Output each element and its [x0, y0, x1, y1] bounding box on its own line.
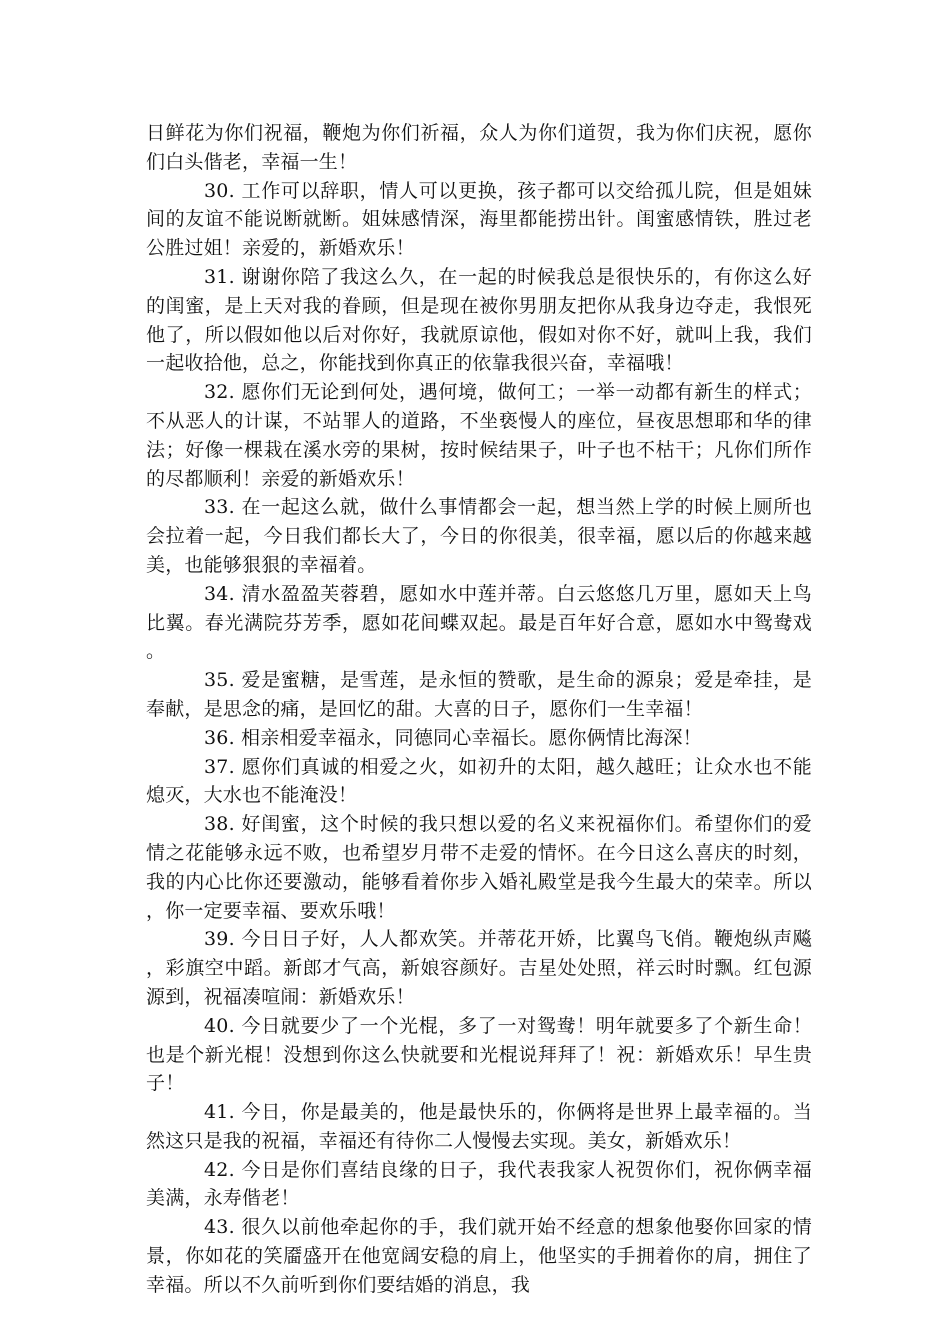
paragraph-41: 41. 今日，你是最美的，他是最快乐的，你俩将是世界上最幸福的。当然这只是我的祝福，幸福还有待你二人慢慢去实现。美女，新婚欢乐！	[146, 1101, 812, 1152]
paragraph-32: 32. 愿你们无论到何处，遇何境，做何工；一举一动都有新生的样式；不从恶人的计谋，不站罪人的道路，不坐亵慢人的座位，昼夜思想耶和华的律法；好像一棵栽在溪水旁的果树，按时候结果子，叶子也不枯干；凡你们所作的尽都顺利！亲爱的新婚欢乐！	[146, 381, 812, 490]
document-body	[146, 119, 812, 1300]
paragraph-34: 34. 清水盈盈芙蓉碧，愿如水中莲并蒂。白云悠悠几万里，愿如天上鸟比翼。春光满院芬芳季，愿如花间蝶双起。最是百年好合意，愿如水中鸳鸯戏。	[146, 582, 812, 663]
paragraph-39: 39. 今日日子好，人人都欢笑。并蒂花开娇，比翼鸟飞俏。鞭炮纵声飚，彩旗空中蹈。新郎才气高，新娘容颜好。吉星处处照，祥云时时飘。红包源源到，祝福凑喧闹：新婚欢乐！	[146, 928, 812, 1008]
paragraph-31: 31. 谢谢你陪了我这么久，在一起的时候我总是很快乐的，有你这么好的闺蜜，是上天对我的眷顾，但是现在被你男朋友把你从我身边夺走，我恨死他了，所以假如他以后对你好，我就原谅他，假如对你不好，就叫上我，我们一起收拾他，总之，你能找到你真正的依靠我很兴奋，幸福哦！	[146, 265, 812, 375]
paragraph-42: 42. 今日是你们喜结良缘的日子，我代表我家人祝贺你们，祝你俩幸福美满，永寿偕老！	[146, 1158, 812, 1210]
paragraph-30: 30. 工作可以辞职，情人可以更换，孩子都可以交给孤儿院，但是姐妹间的友谊不能说断就断。姐妹感情深，海里都能捞出针。闺蜜感情铁，胜过老公胜过姐！亲爱的，新婚欢乐！	[146, 179, 812, 260]
paragraph-43: 43. 很久以前他牵起你的手，我们就开始不经意的想象他娶你回家的情景，你如花的笑靥盛开在他宽阔安稳的肩上，他坚实的手拥着你的肩，拥住了幸福。所以不久前听到你们要结婚的消息，我	[146, 1216, 812, 1296]
paragraph-37: 37. 愿你们真诚的相爱之火，如初升的太阳，越久越旺；让众水也不能熄灭，大水也不能淹没！	[146, 755, 812, 807]
paragraph-35: 35. 爱是蜜糖，是雪莲，是永恒的赞歌，是生命的源泉；爱是牵挂，是奉献，是思念的痛，是回忆的甜。大喜的日子，愿你们一生幸福！	[146, 669, 812, 720]
paragraph-38: 38. 好闺蜜，这个时候的我只想以爱的名义来祝福你们。希望你们的爱情之花能够永远不败，也希望岁月带不走爱的情怀。在今日这么喜庆的时刻，我的内心比你还要激动，能够看着你步入婚礼殿堂是我今生最大的荣幸。所以，你一定要幸福、要欢乐哦！	[146, 813, 812, 922]
paragraph-40: 40. 今日就要少了一个光棍，多了一对鸳鸯！明年就要多了个新生命！也是个新光棍！没想到你这么快就要和光棍说拜拜了！祝：新婚欢乐！早生贵子！	[146, 1014, 812, 1095]
paragraph-33: 33. 在一起这么就，做什么事情都会一起，想当然上学的时候上厕所也会拉着一起，今日我们都长大了，今日的你很美，很幸福，愿以后的你越来越美，也能够狠狠的幸福着。	[146, 496, 812, 576]
paragraph-continuation: 日鲜花为你们祝福，鞭炮为你们祈福，众人为你们道贺，我为你们庆祝，愿你们白头偕老，幸福一生！	[146, 122, 812, 173]
paragraph-36: 36. 相亲相爱幸福永，同德同心幸福长。愿你俩情比海深！	[204, 726, 702, 749]
